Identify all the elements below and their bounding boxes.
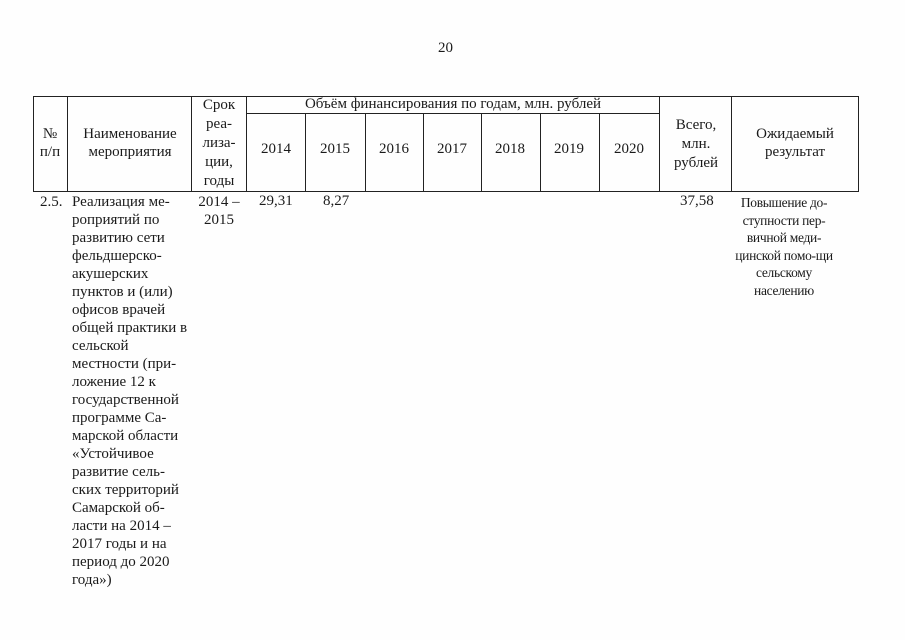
row-term: 2014 – 2015	[198, 194, 240, 228]
header-year-2019: 2019	[554, 141, 584, 157]
col-line-10	[659, 96, 660, 191]
page-number: 20	[438, 40, 453, 56]
col-line-2	[191, 96, 192, 191]
header-year-2015: 2015	[320, 141, 350, 157]
header-year-2016: 2016	[379, 141, 409, 157]
header-year-2018: 2018	[495, 141, 525, 157]
funding-subheader-line	[246, 113, 659, 114]
header-year-2020: 2020	[614, 141, 644, 157]
header-term: Срок реа-лиза-ции, годы	[202, 97, 236, 189]
header-result: Ожидаемый результат	[756, 126, 834, 160]
row-value-2014: 29,31	[259, 193, 293, 209]
col-line-1	[67, 96, 68, 191]
row-total: 37,58	[680, 193, 714, 209]
header-year-2017: 2017	[437, 141, 467, 157]
row-number: 2.5.	[40, 194, 63, 210]
col-line-0	[33, 96, 34, 191]
row-activity-name: Реализация ме-роприятий по развитию сети фельдшерско-акушерских пунктов и (или) офисов врачей общей практики в сельской местности (при-ложение 12 к государственной программе Са-марской области «Устойчивое развитие сель-ских территорий Самарской об-ласти на 2014 – 2017 годы и на период до 2020 года»)	[72, 194, 188, 588]
header-year-2014: 2014	[261, 141, 291, 157]
header-total: Всего, млн. рублей	[673, 117, 719, 171]
row-expected-result: Повышение до-ступности пер-вичной меди-цинской помо-щи сельскому населению	[735, 195, 833, 298]
header-bottom-border	[33, 191, 859, 192]
col-line-11	[731, 96, 732, 191]
header-funding: Объём финансирования по годам, млн. рублей	[304, 96, 602, 112]
header-no: № п/п	[39, 126, 61, 160]
row-value-2015: 8,27	[323, 193, 350, 209]
col-line-12	[858, 96, 859, 191]
header-name: Наименование мероприятия	[83, 126, 177, 160]
